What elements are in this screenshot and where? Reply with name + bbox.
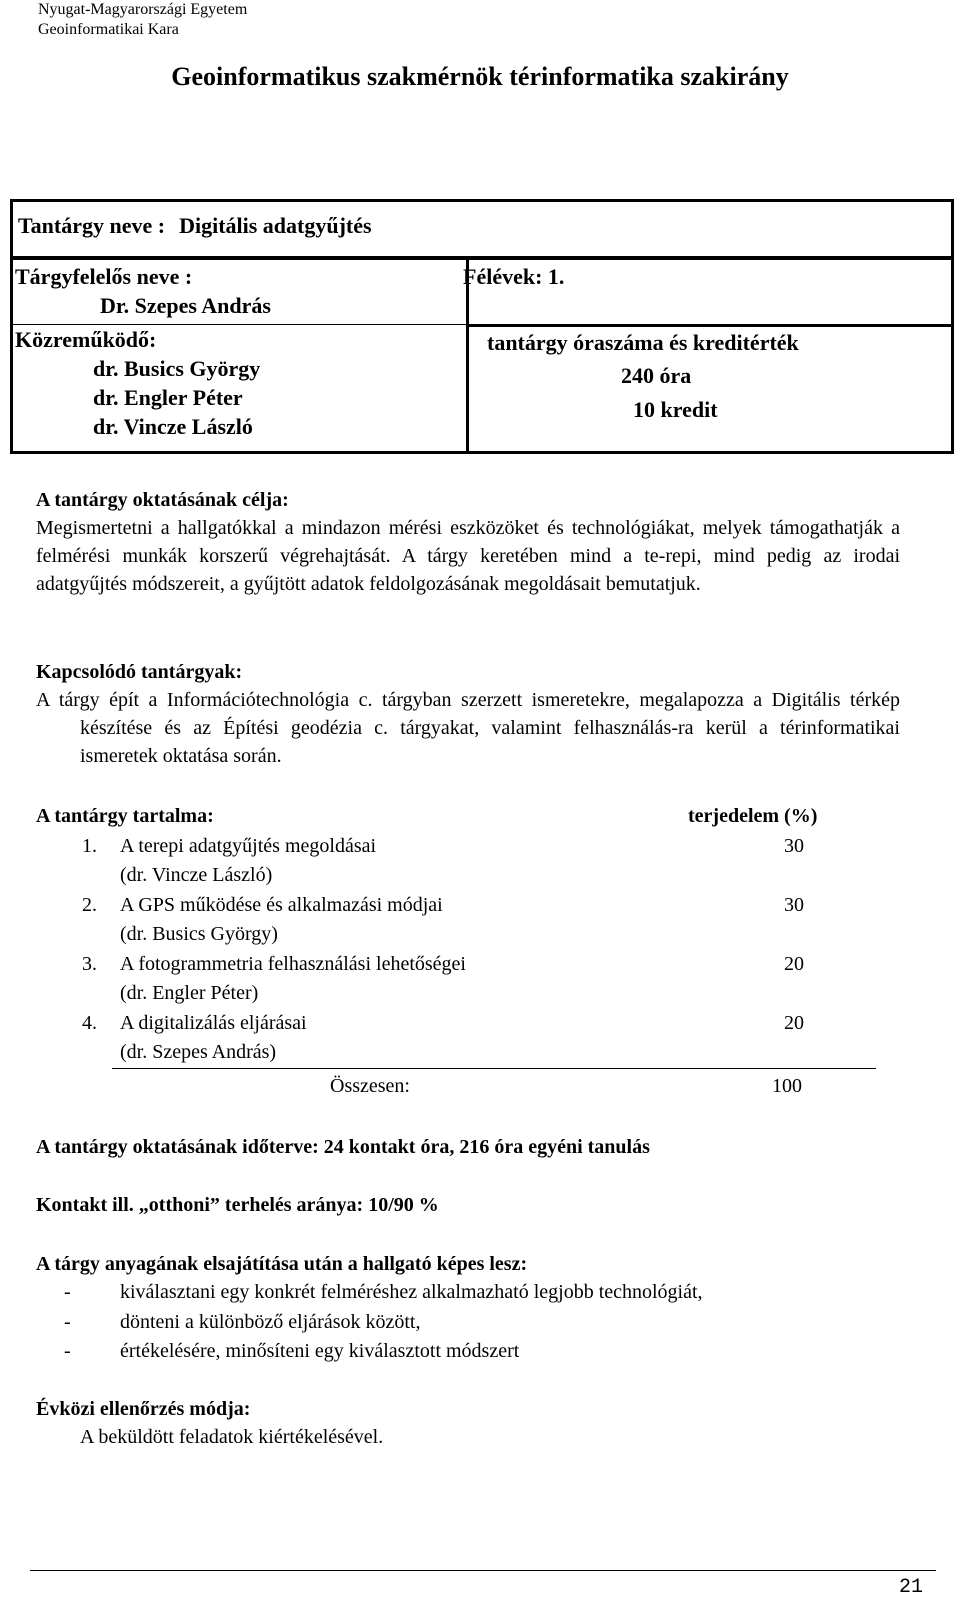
semester: Félévek: 1. bbox=[463, 264, 565, 289]
row-divider-left bbox=[13, 324, 466, 325]
item-lecturer: (dr. Vincze László) bbox=[120, 864, 273, 886]
total-label: Összesen: bbox=[330, 1074, 410, 1097]
assessment-text: A beküldött feladatok kiértékelésével. bbox=[80, 1426, 384, 1448]
item-title: A terepi adatgyűjtés megoldásai bbox=[120, 834, 377, 857]
row-divider-right bbox=[466, 324, 951, 327]
contributor-1: dr. Busics György bbox=[93, 356, 261, 381]
item-title: A GPS működése és alkalmazási módjai bbox=[120, 893, 443, 916]
item-number: 2. bbox=[82, 893, 97, 916]
total-value: 100 bbox=[772, 1074, 802, 1097]
page-header bbox=[38, 0, 247, 40]
item-number: 1. bbox=[82, 834, 97, 857]
list-item bbox=[36, 861, 900, 891]
item-title: A digitalizálás eljárásai bbox=[120, 1011, 307, 1034]
contributors-label: Közreműködő: bbox=[15, 327, 157, 352]
total-divider bbox=[112, 1068, 876, 1069]
item-percent: 20 bbox=[784, 952, 804, 975]
responsible-label: Tárgyfelelős neve : bbox=[15, 264, 193, 289]
list-item bbox=[36, 920, 900, 950]
schedule: A tantárgy oktatásának időterve: 24 kontakt óra, 216 óra egyéni tanulás bbox=[36, 1136, 650, 1158]
institution-name: Nyugat-Magyarországi Egyetem bbox=[38, 1, 248, 18]
outcome-text: dönteni a különböző eljárások között, bbox=[120, 1310, 421, 1333]
outcome-text: értékelésére, minősíteni egy kiválasztott módszert bbox=[120, 1340, 520, 1362]
course-name-label: Tantárgy neve : bbox=[18, 213, 166, 238]
document-title: Geoinformatikus szakmérnök térinformatika szakirány bbox=[171, 62, 789, 91]
contributor-2: dr. Engler Péter bbox=[93, 385, 243, 410]
outcome-text: kiválasztani egy konkrét felméréshez alkalmazható legjobb technológiát, bbox=[120, 1281, 703, 1303]
total-row bbox=[36, 1068, 900, 1102]
footer-divider bbox=[30, 1570, 936, 1571]
list-item: - dönteni a különböző eljárások között, bbox=[36, 1308, 900, 1338]
related-text: A tárgy épít a Információtechnológia c. tárgyban szerzett ismeretekre, megalapozza a Digitális térkép készítése és az Építési geodézia c. tárgyakat, valamint felhasználás-ra kerül a térinformatikai ismeretek oktatása során. bbox=[36, 689, 900, 767]
contributor-3: dr. Vincze László bbox=[93, 414, 253, 439]
assessment-heading: Évközi ellenőrzés módja: bbox=[36, 1398, 251, 1420]
course-info-box bbox=[10, 257, 954, 454]
related-heading: Kapcsolódó tantárgyak: bbox=[36, 661, 243, 683]
list-item bbox=[36, 950, 900, 980]
list-item bbox=[36, 832, 900, 862]
scope-heading: terjedelem (%) bbox=[688, 805, 818, 827]
item-percent: 30 bbox=[784, 834, 804, 857]
list-item bbox=[36, 891, 900, 921]
page-number: 21 bbox=[899, 1576, 924, 1599]
content-section bbox=[36, 802, 900, 1102]
item-percent: 30 bbox=[784, 893, 804, 916]
list-item bbox=[36, 979, 900, 1009]
list-item: - kiválasztani egy konkrét felméréshez alkalmazható legjobb technológiát, bbox=[36, 1278, 900, 1308]
list-item bbox=[36, 1009, 900, 1039]
assessment-section bbox=[36, 1395, 900, 1451]
responsible-value: Dr. Szepes András bbox=[100, 293, 271, 318]
course-name-value: Digitális adatgyűjtés bbox=[179, 213, 372, 238]
outcomes-section bbox=[36, 1250, 900, 1367]
content-heading: A tantárgy tartalma: bbox=[36, 805, 214, 827]
item-lecturer: (dr. Busics György) bbox=[120, 923, 278, 945]
item-number: 4. bbox=[82, 1011, 97, 1034]
course-name-box bbox=[10, 199, 954, 259]
course-name bbox=[18, 213, 372, 239]
item-lecturer: (dr. Szepes András) bbox=[120, 1041, 277, 1063]
load-ratio: Kontakt ill. „otthoni” terhelés aránya: 10/90 % bbox=[36, 1194, 439, 1216]
credits-value: 10 kredit bbox=[633, 397, 718, 422]
item-title: A fotogrammetria felhasználási lehetőségei bbox=[120, 952, 466, 975]
item-number: 3. bbox=[82, 952, 97, 975]
aim-text: Megismertetni a hallgatókkal a mindazon mérési eszközöket és technológiákat, melyek támogathatják a felmérési munkák korszerű végrehajtását. A tárgy keretében mind a te-repi, mind pedig az irodai adatgyűjtés módszereit, a gyűjtött adatok feldolgozásának megoldásait bemutatjuk. bbox=[36, 517, 900, 595]
list-item: - értékelésére, minősíteni egy kiválasztott módszert bbox=[36, 1337, 900, 1367]
item-lecturer: (dr. Engler Péter) bbox=[120, 982, 259, 1004]
faculty-name: Geoinformatikai Kara bbox=[38, 21, 179, 38]
aim-section bbox=[36, 486, 900, 598]
hours-value: 240 óra bbox=[621, 363, 692, 388]
outcomes-heading: A tárgy anyagának elsajátítása után a hallgató képes lesz: bbox=[36, 1253, 528, 1275]
item-percent: 20 bbox=[784, 1011, 804, 1034]
related-section bbox=[36, 658, 900, 770]
hours-heading: tantárgy óraszáma és kreditérték bbox=[487, 330, 799, 355]
content-header-row bbox=[36, 802, 900, 832]
aim-heading: A tantárgy oktatásának célja: bbox=[36, 489, 289, 511]
list-item bbox=[36, 1038, 900, 1068]
